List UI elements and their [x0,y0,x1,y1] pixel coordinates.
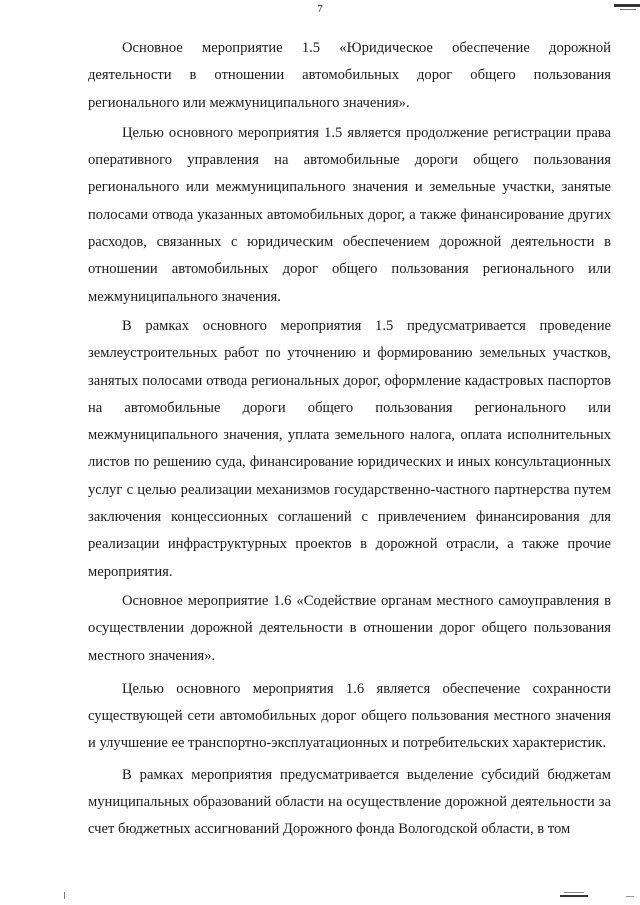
scan-mark-bottom-left [64,892,65,899]
document-body [88,35,611,844]
paragraph-measure-1-5-title: Основное мероприятие 1.5 «Юридическое обеспечение дорожной деятельности в отношении автомобильных дорог общего пользования регионального или межмуниципального значения». [88,40,611,111]
scan-mark-bottom-corner [626,896,634,897]
paragraph-measure-1-6-goal: Целью основного мероприятия 1.6 является обеспечение сохранности существующей сети автомобильных дорог общего пользования местного значения и улучшение ее транспортно-эксплуатационных и потребительских характеристик. [88,680,611,752]
paragraph-measure-1-5-goal: Целью основного мероприятия 1.5 является продолжение регистрации права оперативного управления на автомобильные дороги общего пользования регионального или межмуниципального значения и земельные участки, занятые полосами отвода указанных автомобильных дорог, а также финансирование других расходов, связанных с юридическим обеспечением дорожной деятельности в отношении автомобильных дорог общего пользования регионального или межмуниципального значения. [88,124,611,305]
scan-mark-bottom-right [560,895,588,897]
paragraph-measure-1-5-scope: В рамках основного мероприятия 1.5 предусматривается проведение землеустроительных работ по уточнению и формированию земельных участков, занятых полосами отвода региональных дорог, оформление кадастровых паспортов на автомобильные дороги общего пользования регионального или межмуниципального значения, уплата земельного налога, оплата исполнительных листов по решению суда, финансирование юридических и иных консультационных услуг с целью реализации механизмов государственно-частного партнерства путем заключения концессионных соглашений с привлечением финансирования для реализации инфраструктурных проектов в дорожной отрасли, а также прочие мероприятия. [88,317,611,580]
scan-mark-bottom-right-secondary [564,892,584,893]
paragraph-measure-1-6-title: Основное мероприятие 1.6 «Содействие органам местного самоуправления в осуществлении дорожной деятельности в отношении дорог общего пользования местного значения». [88,592,611,664]
page-number: 7 [317,3,323,15]
paragraph-measure-1-6-scope: В рамках мероприятия предусматривается выделение субсидий бюджетам муниципальных образований области на осуществление дорожной деятельности за счет бюджетных ассигнований Дорожного фонда Вологодской области, в том [88,766,611,838]
